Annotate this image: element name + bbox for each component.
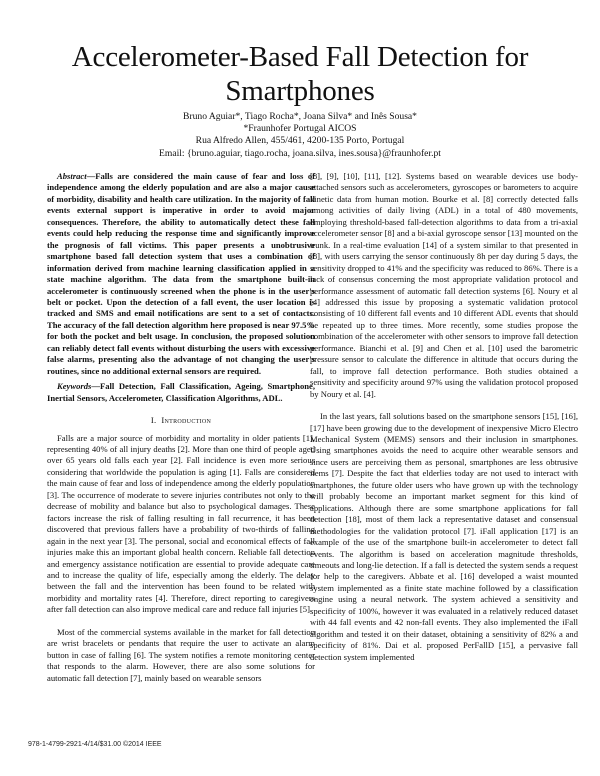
author-address: Rua Alfredo Allen, 455/461, 4200-135 Porto, Portugal [195, 135, 405, 147]
author-affiliation: *Fraunhofer Portugal AICOS [243, 123, 357, 135]
intro-paragraph-3: In the last years, fall solutions based on the smartphone sensors [15], [16], [17] have been growing due to the development of inexpensive Micro Electro Mechanical System (MEMS) sensors and their inclusion in smartphones. Using smartphones avoids the need to acquire other wearable sensors and since users are perceiving them as personal, smartphones are less obtrusive items [7]. Despite the fact that elderlies today are not used to interact with smartphones, the future older users who have grown up with the technology will probably become an important market segment for this kind of applications. Although there are some smartphone applications for fall detection [18], most of them lack a representative dataset and consensual methodologies for the validation protocol [7]. iFall application [17] is an example of the use of the smartphone built-in accelerometer to detect fall events. The algorithm is based on acceleration magnitude thresholds, timeouts and long-lie detection. If a fall is detected the system sends a request for help to the caregivers. Abbate et al. [16] developed a waist mounted system implemented as a finite state machine followed by a classification engine using a neural network. The system achieved a sensitivity and specificity of 100%, however it was evaluated in a relatively reduced dataset with 44 fall events and 42 non-fall events. They also implemented the iFall algorithm and tested it on their dataset, obtaining a sensitivity of 82% a and specificity of 81%. Dai et al. proposed PerFallD [15], a pervasive fall detection system implemented [310, 411, 578, 662]
keywords [47, 381, 315, 404]
author-names: Bruno Aguiar*, Tiago Rocha*, Joana Silva* and Inês Sousa* [183, 111, 417, 122]
intro-paragraph-2: Most of the commercial systems available in the market for fall detection are wrist bracelets or pendants that require the user to activate an alarm button in case of falling [6]. The system notifies a remote monitoring center that responds to the alarm. However, there are also some solutions for automatic fall detection [7], mainly based on wearable sensors [47, 626, 315, 683]
keywords-text: —Fall Detection, Fall Classification, Ageing, Smartphone, Inertial Sensors, Accelerometer, Classification Algorithms, ADL. [47, 381, 315, 403]
abstract-lead: Abstract [57, 171, 87, 181]
abstract-text: —Falls are considered the main cause of fear and loss of independence among the elderly population and are also a major cause of morbidity, disability and health care utilization. In the majority of fall events external support is imperative in order to avoid major consequences. Therefore, the ability to automatically detect these fall events could help reducing the response time and significantly improve the prognosis of fall victims. This paper presents a unobtrusive smartphone based fall detection system that uses a combination of information derived from machine learning classification applied in a state machine algorithm. The data from the smartphone built-in accelerometer is continuously screened when the phone is in the user's belt or pocket. Upon the detection of a fall event, the user location is tracked and SMS and email notifications are sent to a set of contacts. The accuracy of the fall detection algorithm here proposed is near 97.5% for both the pocket and belt usage. In conclusion, the proposed solution can reliably detect fall events without disturbing the users with excessive false alarms, presenting also the advantage of not changing the user's routines, since no additional external sensors are required. [47, 171, 315, 376]
left-column [47, 171, 315, 684]
section-title: Introduction [161, 415, 212, 426]
section-heading-introduction [47, 415, 315, 426]
keywords-lead: Keywords [57, 381, 92, 392]
section-number: I. [150, 415, 157, 426]
intro-paragraph-1: Falls are a major source of morbidity and mortality in older patients [1], representing 40% of all injury deaths [2]. More than one third of people aged over 65 years old falls each year [2]. Fall incidence is even more serious considering that worldwide the population is aging [1]. Falls are considered the main cause of fear and loss of independence among the elderly population [3]. The occurrence of moderate to severe injuries contributes not only to the decrease of mobility and balance but also to psychological damages. These factors increase the risk of falling resulting in fall recurrence, it has been discovered that previous fallers have a probability of two-thirds of falling again in the next year [3]. The personal, social and economical effects of fall injuries make this an important global health concern. Reliable fall detection and emergency assistance notification are essential to provide adequate care and to increase the quality of life, especially among the elderly. The delay between the fall and the intervention has been found to be related with morbidity and mortality rates [4]. Therefore, direct reporting to caregivers after fall detection can also improve medical care and reduce fall injuries [5]. [47, 432, 315, 615]
abstract [47, 171, 315, 377]
author-email: Email: {bruno.aguiar, tiago.rocha, joana.silva, ines.sousa}@fraunhofer.pt [159, 147, 441, 159]
paper-title: Accelerometer-Based Fall Detection for Smartphones [71, 41, 529, 107]
intro-paragraph-2-continued: [8], [9], [10], [11], [12]. Systems based on wearable devices use body-attached sensors such as accelerometers, gyroscopes or barometers to acquire kinetic data from human motion. Bourke et al. [8] correctly detected falls among activities of daily living (ADL) in a total of 480 movements, employing threshold-based fall-detection algorithms to data from a tri-axial accelerometer sensor [8] and a bi-axial gyroscope sensor [13] mounted on the trunk. In a real-time evaluation [14] of a system similar to that presented in [8], with users carrying the sensor continuously 8h per day during 5 days, the sensitivity dropped to 41% and the specificity was reduced to 86%. There is a lack of consensus concerning the most appropriate validation protocol and performance assessment of automatic fall detection systems [6]. Noury et al [4] addressed this issue by proposing a systematic validation protocol consisting of 10 different fall events and 10 different ADL events that should be repeated up to three times. More recently, some studies propose the combination of the accelerometer with other sensors to improve fall detection performance. Bianchi et al. [9] and Chen et al. [10] used the barometric pressure sensor to calculate the difference in altitude that occurs during the fall, to improve fall detection performance. Both studies obtained a sensitivity and specificity around 97% using the validation protocol proposed by Noury et al. [4]. [310, 171, 578, 399]
author-block [0, 111, 600, 160]
right-column [310, 171, 578, 663]
copyright-footer: 978-1-4799-2921-4/14/$31.00 ©2014 IEEE [28, 741, 162, 748]
